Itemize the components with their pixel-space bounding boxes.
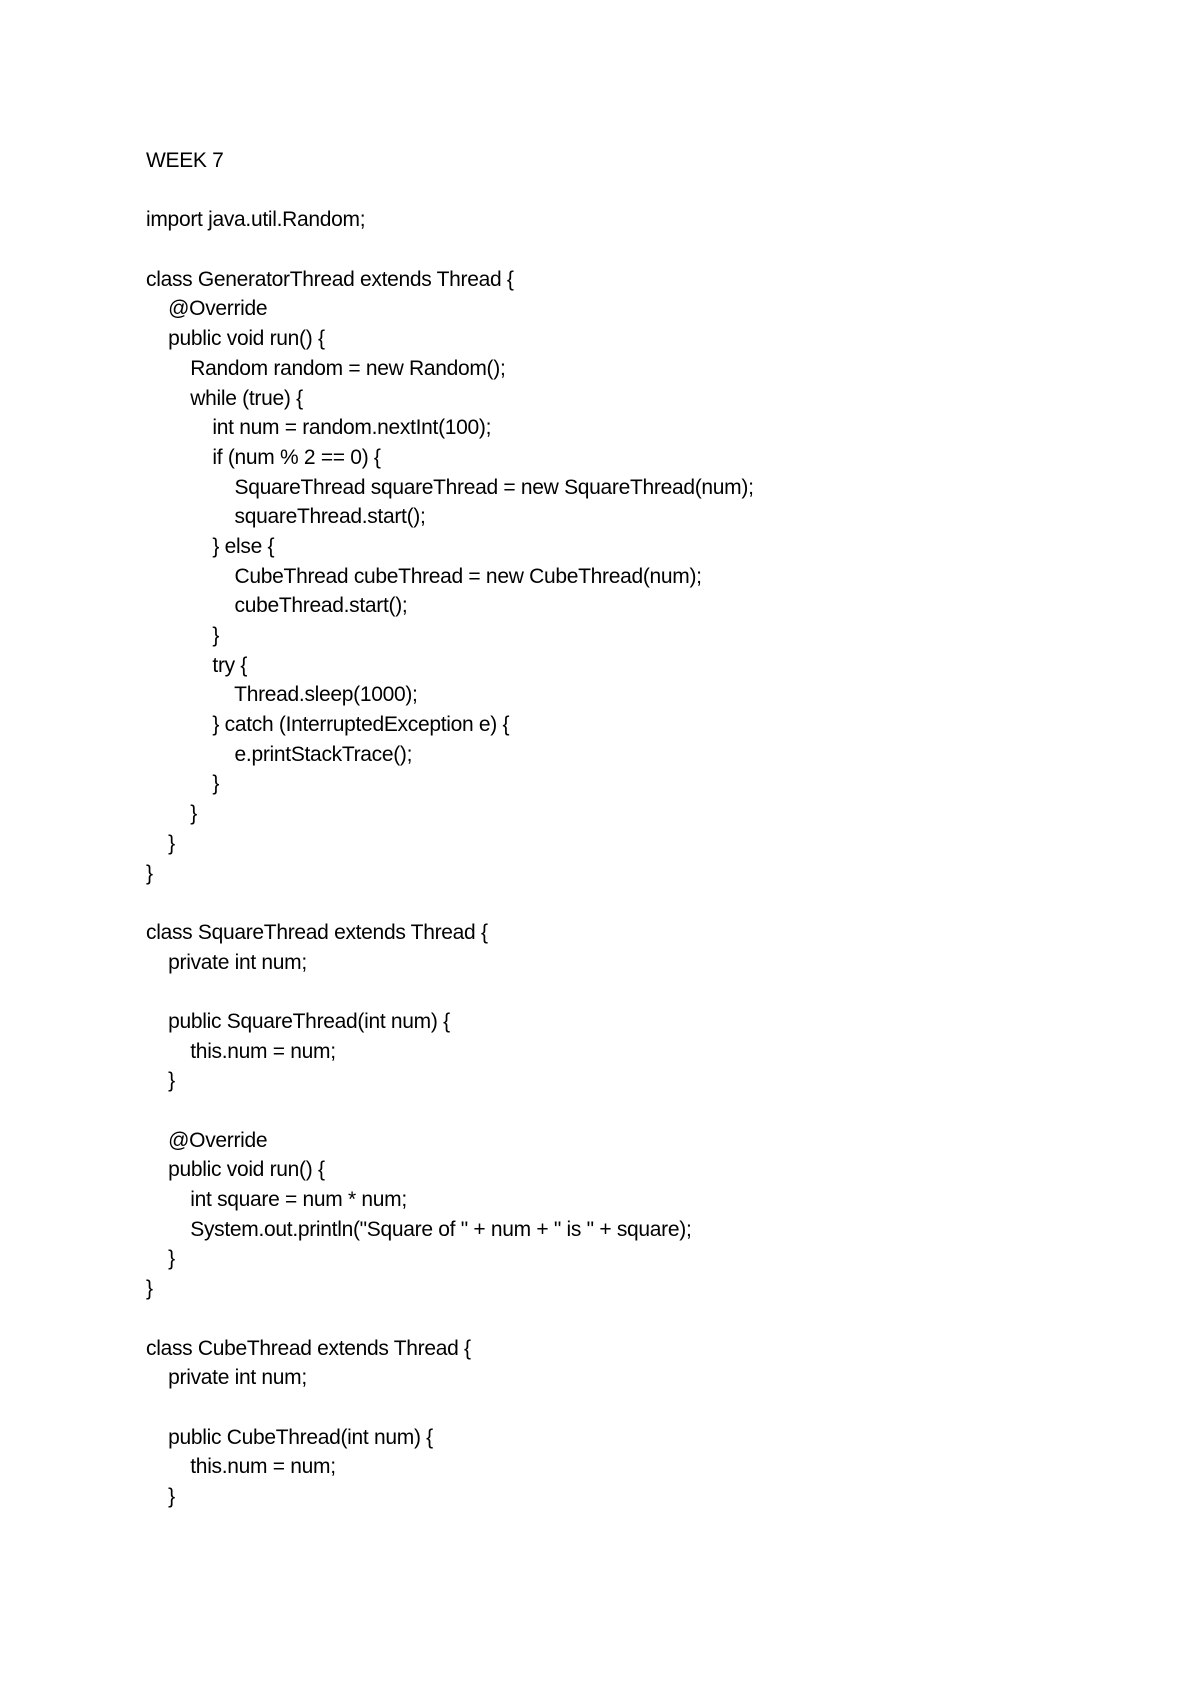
code-line: while (true) {	[146, 386, 303, 410]
code-line	[146, 1393, 1106, 1423]
code-line: }	[146, 861, 153, 885]
code-line: class CubeThread extends Thread {	[146, 1336, 471, 1360]
code-line: private int num;	[146, 950, 307, 974]
code-line: }	[146, 772, 220, 796]
code-line: public CubeThread(int num) {	[146, 1425, 433, 1449]
code-line: try {	[146, 653, 248, 677]
code-line: public void run() {	[146, 327, 325, 351]
code-line: System.out.println("Square of " + num + " is " + square);	[146, 1217, 692, 1241]
document-heading: WEEK 7	[146, 149, 224, 172]
code-line: import java.util.Random;	[146, 208, 366, 232]
code-line: class SquareThread extends Thread {	[146, 920, 488, 944]
code-line: } else {	[146, 534, 275, 558]
code-line: if (num % 2 == 0) {	[146, 445, 381, 469]
code-line: this.num = num;	[146, 1455, 336, 1479]
code-line: public void run() {	[146, 1158, 325, 1182]
code-line: int square = num * num;	[146, 1188, 407, 1212]
code-line: Thread.sleep(1000);	[146, 683, 418, 707]
code-line: }	[146, 1247, 175, 1271]
code-line: @Override	[146, 1128, 268, 1152]
code-line: }	[146, 802, 197, 826]
code-line: }	[146, 624, 220, 647]
code-line	[146, 888, 1106, 918]
code-line: Random random = new Random();	[146, 356, 506, 380]
code-line: }	[146, 1069, 175, 1093]
code-line: cubeThread.start();	[146, 594, 408, 618]
code-line: }	[146, 1484, 175, 1508]
code-line: e.printStackTrace();	[146, 742, 413, 766]
code-line: } catch (InterruptedException e) {	[146, 713, 510, 737]
code-line: class GeneratorThread extends Thread {	[146, 267, 514, 291]
code-line: this.num = num;	[146, 1039, 336, 1063]
code-block	[146, 205, 1106, 1511]
code-line: }	[146, 1277, 153, 1301]
code-line: private int num;	[146, 1366, 307, 1390]
code-line: }	[146, 831, 175, 855]
document-body	[146, 146, 1106, 1512]
code-line	[146, 1096, 1106, 1126]
code-line	[146, 1304, 1106, 1334]
code-line: int num = random.nextInt(100);	[146, 416, 492, 440]
code-line	[146, 235, 1106, 265]
code-line: @Override	[146, 297, 268, 321]
code-line: squareThread.start();	[146, 505, 426, 529]
code-line: SquareThread squareThread = new SquareThread(num);	[146, 475, 754, 499]
code-line	[146, 977, 1106, 1007]
code-line: public SquareThread(int num) {	[146, 1009, 450, 1033]
code-line: CubeThread cubeThread = new CubeThread(num);	[146, 564, 702, 588]
